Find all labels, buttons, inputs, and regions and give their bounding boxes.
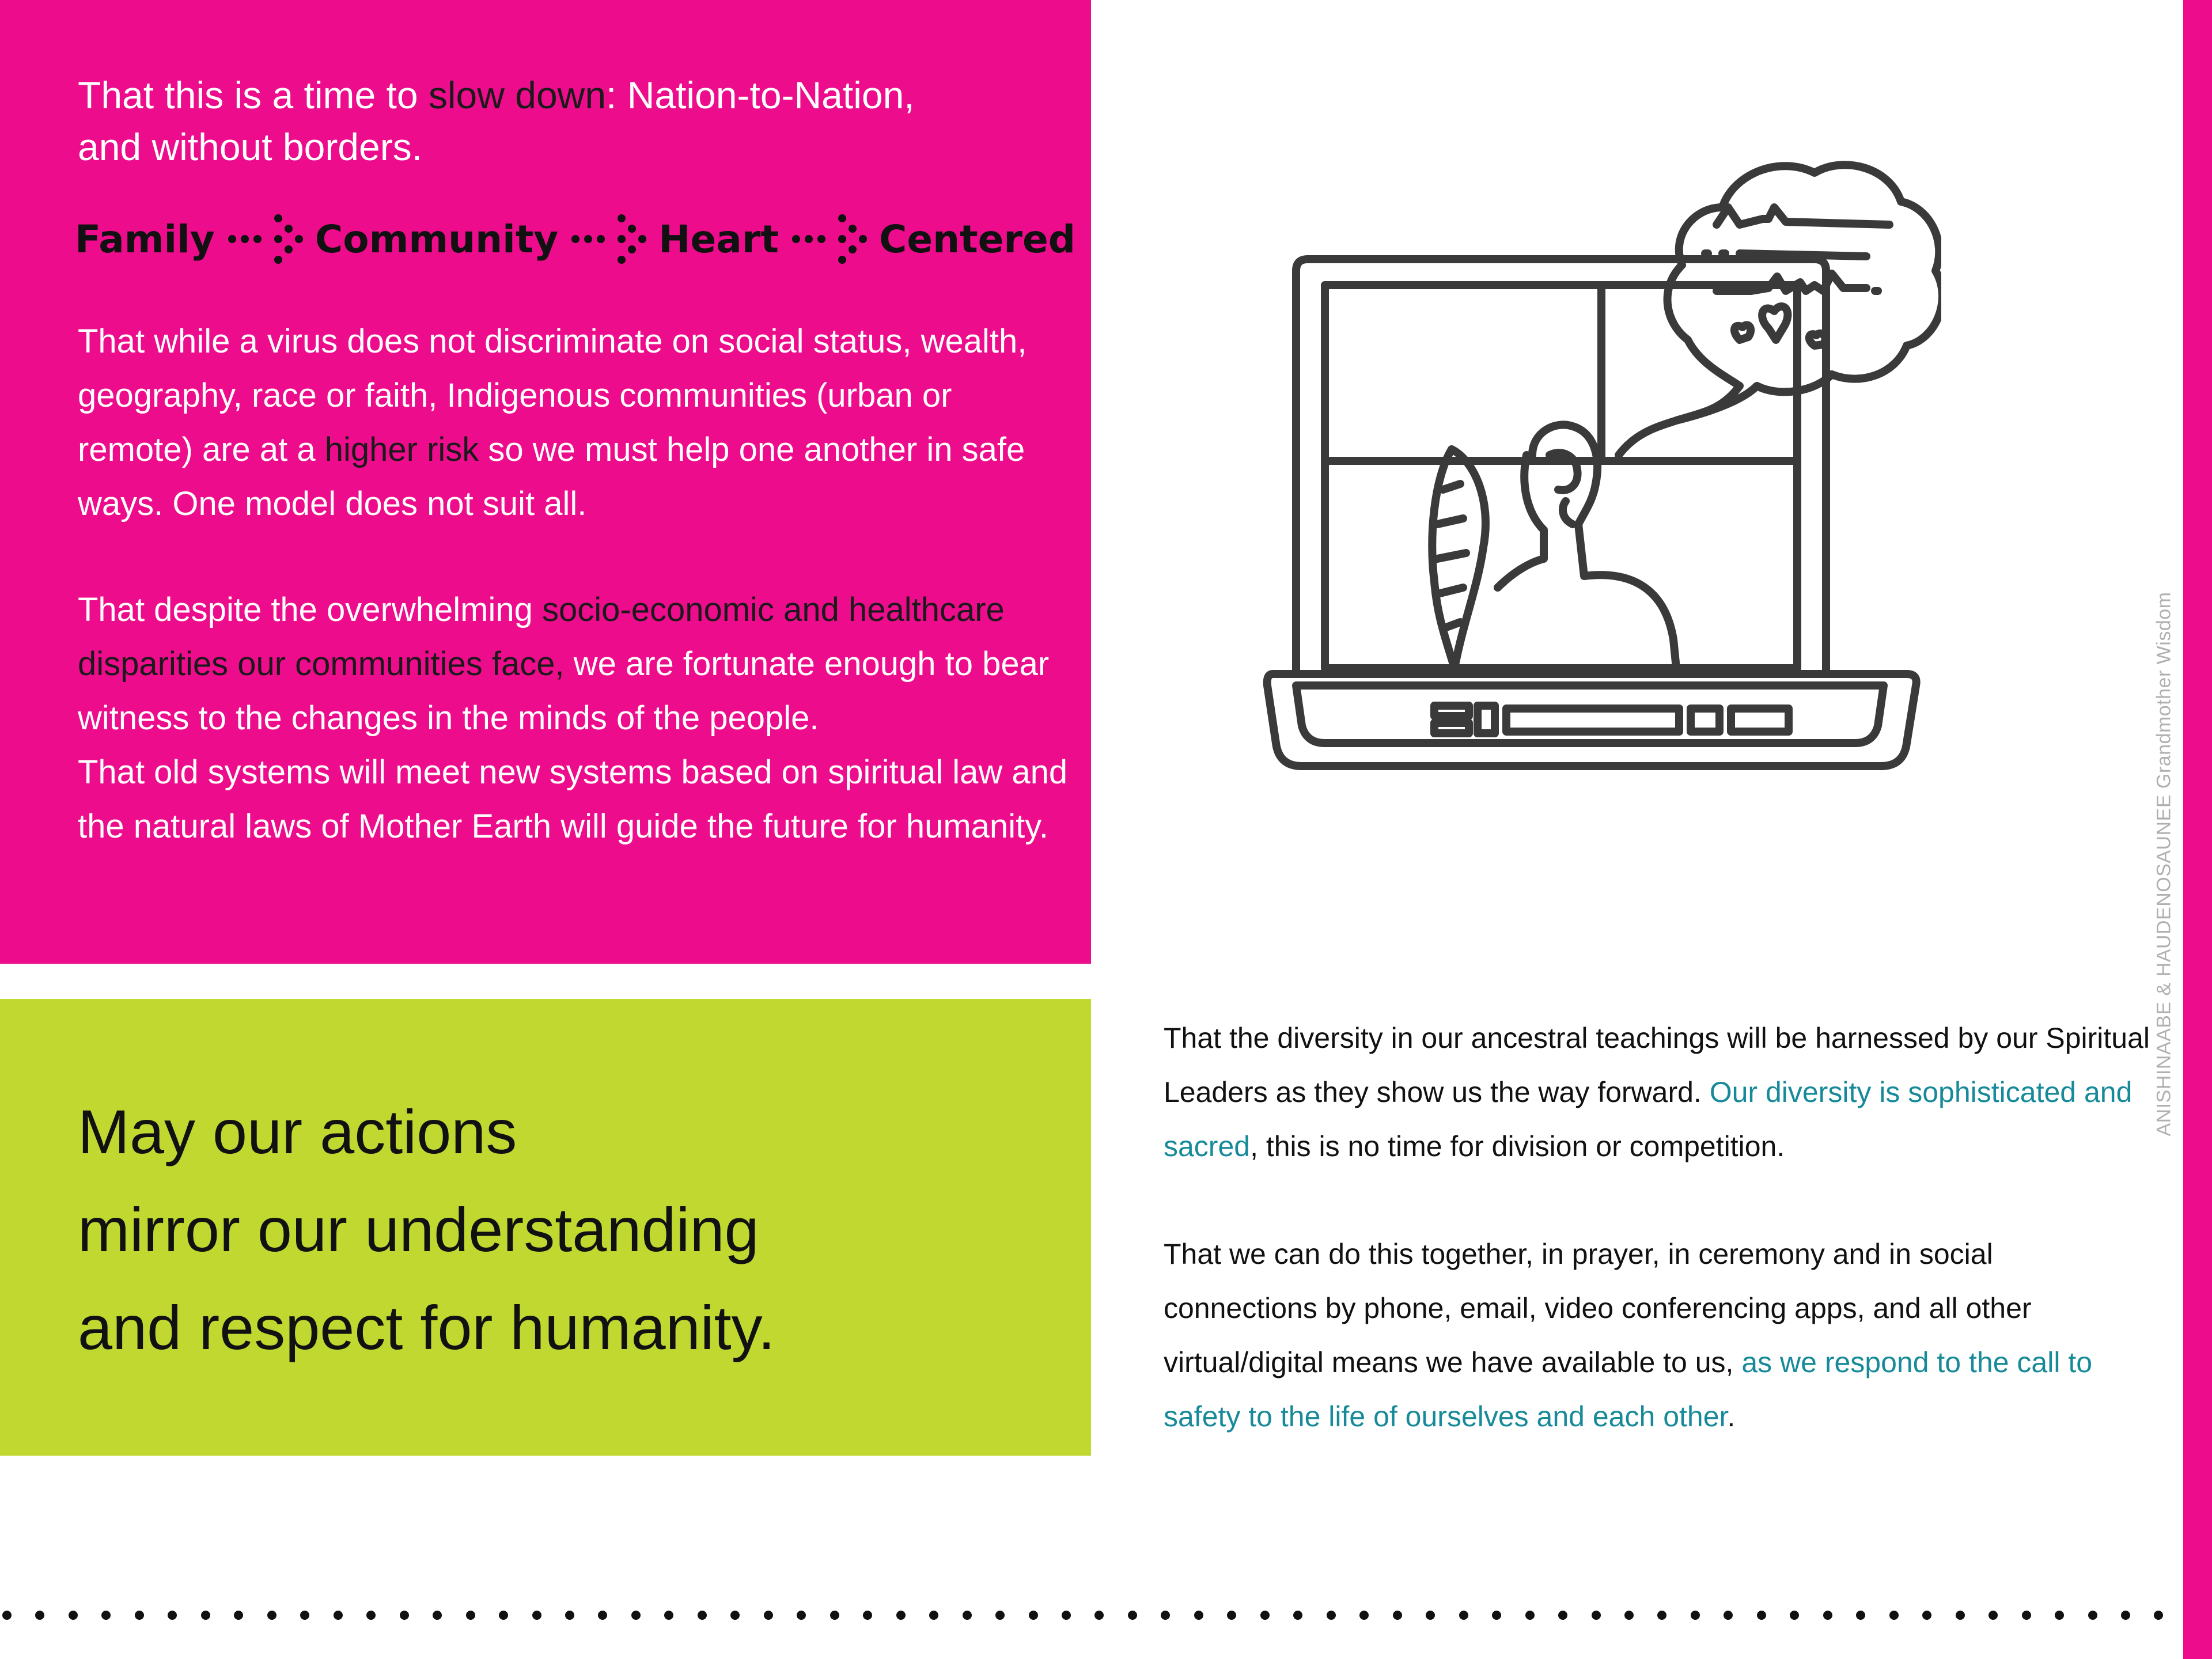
quote-block: [78, 1083, 1057, 1377]
divider-dot: [1161, 1611, 1170, 1620]
laptop-video-call-icon: [1262, 132, 1941, 783]
intro-heading: [78, 69, 1057, 173]
divider-dot: [2022, 1611, 2031, 1620]
divider-dot: [366, 1611, 376, 1620]
divider-dot: [2, 1611, 12, 1620]
divider-dot: [1823, 1611, 1832, 1620]
divider-dot: [1393, 1611, 1402, 1620]
divider-dot: [1359, 1611, 1369, 1620]
para3-text-end: , this is no time for division or competition.: [1250, 1130, 1785, 1162]
divider-dot: [1757, 1611, 1766, 1620]
intro-highlight: slow down: [428, 74, 607, 116]
dotted-divider: [0, 1598, 2166, 1633]
divider-dot: [532, 1611, 541, 1620]
divider-dot: [631, 1611, 641, 1620]
value-centered: Centered: [878, 217, 1075, 262]
divider-dot: [1657, 1611, 1666, 1620]
divider-dot: [499, 1611, 508, 1620]
intro-text-end: : Nation-to-Nation,: [606, 74, 915, 116]
divider-dot: [1327, 1611, 1336, 1620]
intro-line2: and without borders.: [78, 126, 423, 168]
paragraph-virus-risk: [78, 315, 1069, 531]
divider-dot: [1724, 1611, 1733, 1620]
divider-dot: [2121, 1611, 2130, 1620]
divider-dot: [863, 1611, 872, 1620]
divider-dot: [1592, 1611, 1601, 1620]
divider-dot: [664, 1611, 673, 1620]
divider-dot: [168, 1611, 177, 1620]
divider-dot: [135, 1611, 144, 1620]
para1-text-end: so we must help one another in safe ways. One model does not suit all.: [78, 431, 1025, 522]
para2-text-end: we are fortunate enough to bear witness to the changes in the minds of the people.: [78, 645, 1050, 737]
divider-dot: [433, 1611, 442, 1620]
vertical-credit: ANISHINAABE & HAUDENOSAUNEE Grandmother Wisdom: [2153, 592, 2175, 1137]
divider-dot: [2154, 1611, 2163, 1620]
divider-dot: [1194, 1611, 1203, 1620]
divider-dot: [565, 1611, 574, 1620]
divider-dot: [1691, 1611, 1700, 1620]
dotted-arrow-icon: [791, 210, 872, 268]
value-heart: Heart: [658, 217, 779, 262]
divider-dot: [764, 1611, 773, 1620]
divider-dot: [598, 1611, 607, 1620]
divider-dot: [1029, 1611, 1038, 1620]
divider-dot: [1856, 1611, 1865, 1620]
para4-text-end: .: [1727, 1400, 1736, 1433]
divider-dot: [730, 1611, 740, 1620]
quote-line-1: May our actions: [78, 1097, 517, 1166]
divider-dot: [1492, 1611, 1501, 1620]
divider-dot: [334, 1611, 343, 1620]
divider-dot: [69, 1611, 78, 1620]
para4-text: That we can do this together, in prayer, in ceremony and in social connections by phone, email, video conferencing apps, and all other virtual/digital means we have available to us,: [1164, 1238, 2032, 1378]
divider-dot: [963, 1611, 972, 1620]
quote-line-2: mirror our understanding: [78, 1195, 759, 1264]
divider-dot: [267, 1611, 276, 1620]
paragraph-diversity: [1164, 1011, 2154, 1173]
divider-dot: [1459, 1611, 1468, 1620]
divider-dot: [1062, 1611, 1071, 1620]
right-accent-stripe: [2183, 0, 2212, 1659]
para1-highlight: higher risk: [324, 431, 479, 468]
dotted-arrow-icon: [228, 210, 308, 268]
divider-dot: [1525, 1611, 1535, 1620]
intro-text: That this is a time to: [78, 74, 429, 116]
divider-dot: [698, 1611, 707, 1620]
paragraph-disparities: [78, 583, 1069, 854]
divider-dot: [1128, 1611, 1137, 1620]
divider-dot: [1558, 1611, 1567, 1620]
divider-dot: [1260, 1611, 1270, 1620]
divider-dot: [466, 1611, 475, 1620]
divider-dot: [400, 1611, 409, 1620]
para3-text: That the diversity in our ancestral teachings will be harnessed by our Spiritual Leaders as they show us the way forward.: [1164, 1022, 2150, 1108]
para1-text: That while a virus does not discriminate on social status, wealth, geography, race or faith, Indigenous communities (urban or remote) are at a: [78, 323, 1027, 468]
para4-highlight: as we respond to the call to safety to the life of ourselves and each other: [1164, 1346, 2093, 1433]
divider-dot: [1227, 1611, 1236, 1620]
divider-dot: [1889, 1611, 1899, 1620]
divider-dot: [1988, 1611, 1998, 1620]
divider-dot: [201, 1611, 210, 1620]
divider-dot: [995, 1611, 1005, 1620]
para3-highlight: Our diversity is sophisticated and sacred: [1164, 1076, 2133, 1162]
divider-dot: [1956, 1611, 1965, 1620]
divider-dot: [101, 1611, 111, 1620]
divider-dot: [896, 1611, 906, 1620]
divider-dot: [1790, 1611, 1799, 1620]
divider-dot: [1426, 1611, 1435, 1620]
divider-dot: [2055, 1611, 2064, 1620]
para2-highlight: socio-economic and healthcare disparities our communities face,: [78, 591, 1005, 683]
paragraph-together: [1164, 1227, 2154, 1444]
divider-dot: [300, 1611, 309, 1620]
divider-dot: [1293, 1611, 1302, 1620]
dotted-arrow-icon: [571, 210, 652, 268]
divider-dot: [1624, 1611, 1634, 1620]
value-family: Family: [75, 217, 215, 262]
divider-dot: [1922, 1611, 1931, 1620]
quote-line-3: and respect for humanity.: [78, 1293, 775, 1362]
divider-dot: [2088, 1611, 2097, 1620]
divider-dot: [797, 1611, 806, 1620]
divider-dot: [35, 1611, 44, 1620]
divider-dot: [1094, 1611, 1104, 1620]
values-row: [75, 210, 1075, 268]
para2-text: That despite the overwhelming: [78, 591, 542, 628]
value-community: Community: [315, 217, 559, 262]
divider-dot: [234, 1611, 243, 1620]
divider-dot: [830, 1611, 839, 1620]
divider-dot: [929, 1611, 938, 1620]
para2-line2: That old systems will meet new systems based on spiritual law and the natural laws of Mother Earth will guide the future for humanity.: [78, 753, 1068, 845]
